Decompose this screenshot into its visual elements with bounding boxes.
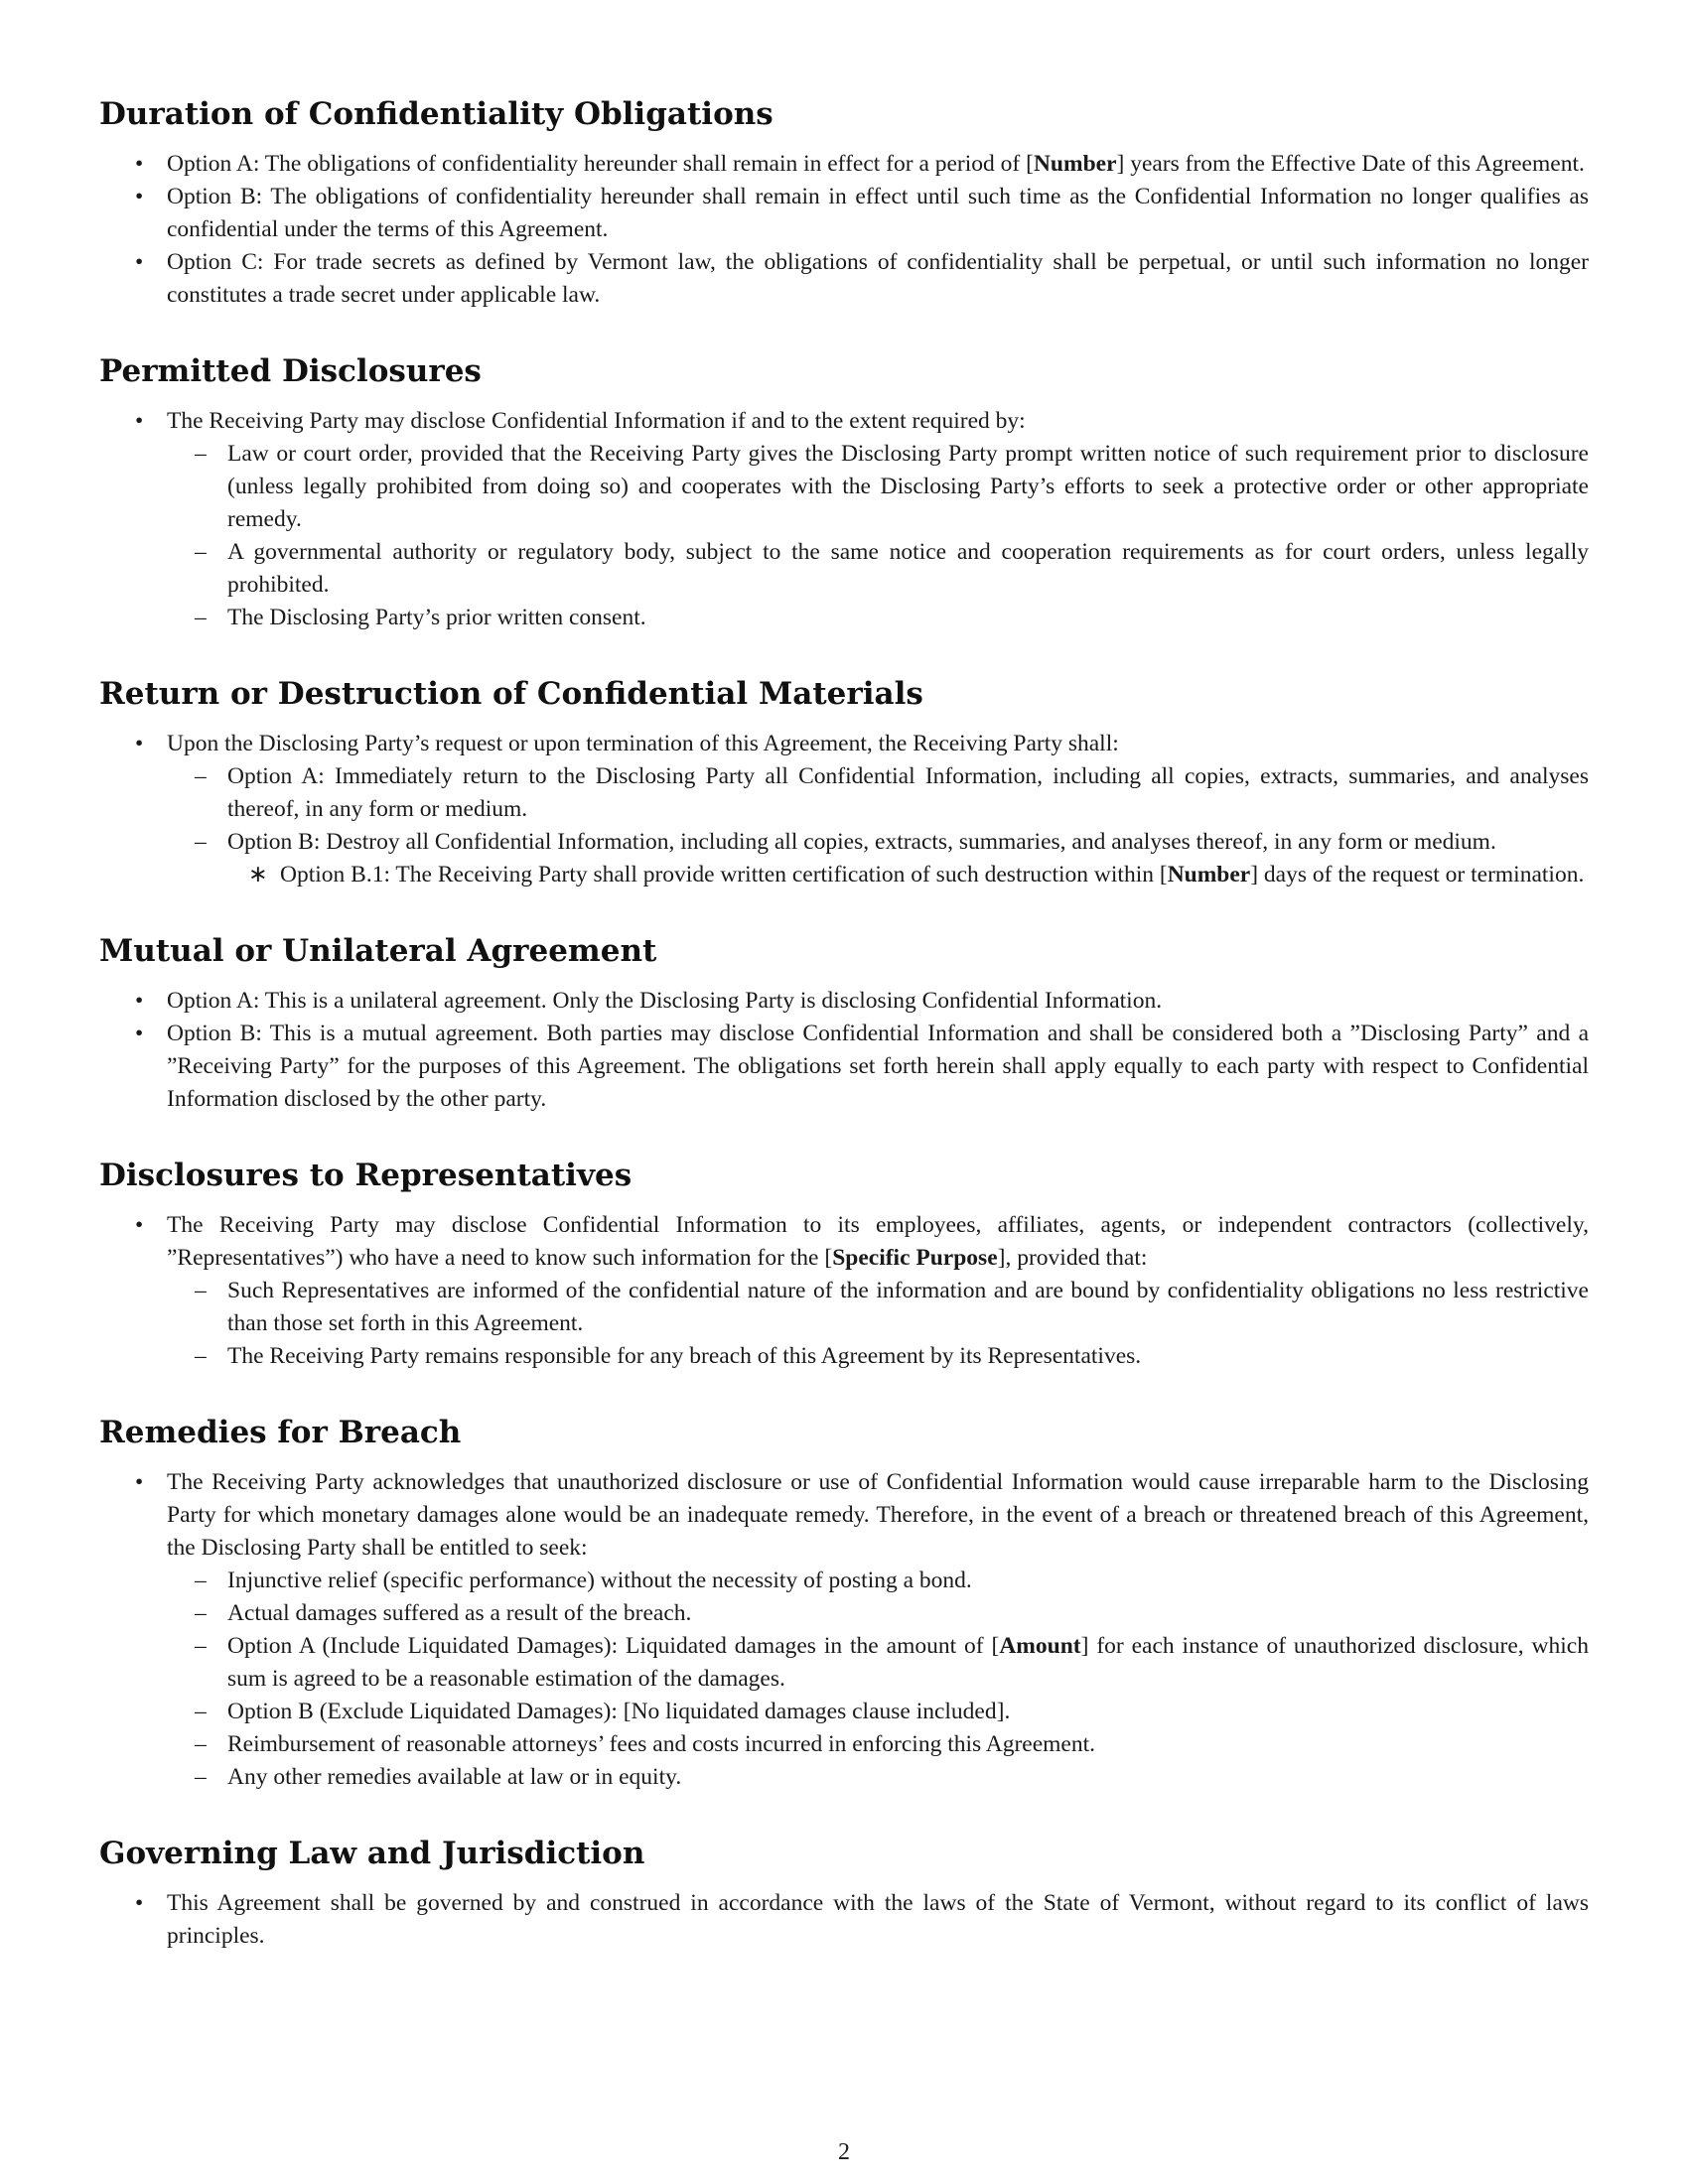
- clause-text: ] days of the request or termination.: [1250, 862, 1585, 887]
- bullet-icon: •: [135, 408, 144, 434]
- section-heading: Duration of Confidentiality Obligations: [99, 96, 774, 132]
- clause-text: ] years from the Effective Date of this Agreement.: [1116, 151, 1585, 177]
- bullet-icon: •: [135, 249, 144, 275]
- list-item: [99, 1275, 1589, 1340]
- clause-text: Upon the Disclosing Party’s request or upon termination of this Agreement, the Receiving Party shall:: [167, 731, 1119, 756]
- section-heading: Remedies for Breach: [99, 1415, 462, 1450]
- list-item: [99, 826, 1589, 859]
- section-heading: Governing Law and Jurisdiction: [99, 1836, 645, 1871]
- dash-bullet-icon: –: [195, 1731, 207, 1757]
- dash-bullet-icon: –: [195, 1278, 207, 1303]
- list-item: [99, 246, 1589, 312]
- list-item: [99, 438, 1589, 536]
- dash-bullet-icon: –: [195, 1343, 207, 1369]
- section-heading: Permitted Disclosures: [99, 353, 482, 389]
- clause-text: Option B.1: The Receiving Party shall provide written certification of such destruction within [: [280, 862, 1168, 887]
- list-item: [99, 1630, 1589, 1696]
- list-item: [99, 1340, 1589, 1373]
- list-item: [99, 1887, 1589, 1953]
- list-item: [99, 181, 1589, 246]
- clause-text: The Receiving Party may disclose Confidential Information if and to the extent required by:: [167, 408, 1026, 434]
- bullet-icon: •: [135, 1469, 144, 1495]
- list-item: [99, 1565, 1589, 1597]
- section-heading: Mutual or Unilateral Agreement: [99, 933, 657, 969]
- list-item: [99, 1466, 1589, 1565]
- list-item: [99, 1209, 1589, 1275]
- clause-text: Law or court order, provided that the Receiving Party gives the Disclosing Party prompt written notice of such requirement prior to disclosure (unless legally prohibited from doing so) and cooperates with the Disclosing Party’s efforts to seek a protective order or other appropriate remedy.: [227, 441, 1589, 532]
- clause-text: This Agreement shall be governed by and construed in accordance with the laws of the State of Vermont, without regard to its conflict of laws principles.: [167, 1890, 1589, 1949]
- clause-text: Option A: The obligations of confidentiality hereunder shall remain in effect for a period of [: [167, 151, 1034, 177]
- dash-bullet-icon: –: [195, 1633, 207, 1659]
- clause-text: The Disclosing Party’s prior written consent.: [227, 605, 646, 630]
- clause-text: Option B: Destroy all Confidential Information, including all copies, extracts, summaries, and analyses thereof, in any form or medium.: [227, 829, 1496, 855]
- dash-bullet-icon: –: [195, 1699, 207, 1724]
- page-number: 2: [838, 2139, 850, 2165]
- clause-text: Option A: Immediately return to the Disclosing Party all Confidential Information, including all copies, extracts, summaries, and analyses thereof, in any form or medium.: [227, 763, 1589, 822]
- clause-list: [99, 728, 1589, 891]
- clause-text: Option C: For trade secrets as defined by Vermont law, the obligations of confidentiality shall be perpetual, or until such information no longer constitutes a trade secret under applicable law.: [167, 249, 1589, 308]
- list-item: [99, 536, 1589, 602]
- bullet-icon: •: [135, 184, 144, 209]
- clause-text: Injunctive relief (specific performance) without the necessity of posting a bond.: [227, 1568, 972, 1593]
- clause-list: [99, 1466, 1589, 1794]
- clause-text: Reimbursement of reasonable attorneys’ fees and costs incurred in enforcing this Agreement.: [227, 1731, 1095, 1757]
- bullet-icon: •: [135, 988, 144, 1014]
- section: [99, 1156, 1589, 1373]
- section: [99, 931, 1589, 1116]
- clause-text: Option A: This is a unilateral agreement. Only the Disclosing Party is disclosing Confidential Information.: [167, 988, 1163, 1014]
- clause-text: Option B: The obligations of confidentiality hereunder shall remain in effect until such time as the Confidential Information no longer qualifies as confidential under the terms of this Agreement.: [167, 184, 1589, 242]
- clause-text: Such Representatives are informed of the confidential nature of the information and are bound by confidentiality obligations no less restrictive than those set forth in this Agreement.: [227, 1278, 1589, 1336]
- list-item: [99, 602, 1589, 634]
- section: [99, 1834, 1589, 1953]
- list-item: [99, 1761, 1589, 1794]
- clause-list: [99, 1887, 1589, 1953]
- bullet-icon: •: [135, 1212, 144, 1238]
- placeholder-field: Specific Purpose: [832, 1245, 998, 1271]
- bullet-icon: •: [135, 1890, 144, 1916]
- section-heading: Disclosures to Representatives: [99, 1158, 633, 1193]
- clause-list: [99, 985, 1589, 1116]
- clause-text: The Receiving Party remains responsible for any breach of this Agreement by its Representatives.: [227, 1343, 1142, 1369]
- dash-bullet-icon: –: [195, 441, 207, 467]
- list-item: [99, 760, 1589, 826]
- placeholder-field: Number: [1167, 862, 1251, 887]
- clause-text: Option B (Exclude Liquidated Damages): [No liquidated damages clause included].: [227, 1699, 1011, 1724]
- list-item: [99, 1728, 1589, 1761]
- placeholder-field: Number: [1033, 151, 1117, 177]
- bullet-icon: •: [135, 731, 144, 756]
- list-item: [99, 405, 1589, 438]
- clause-list: [99, 405, 1589, 634]
- clause-text: Any other remedies available at law or in equity.: [227, 1764, 682, 1790]
- document-page: [99, 94, 1589, 1992]
- asterisk-bullet-icon: ∗: [248, 862, 268, 887]
- section: [99, 351, 1589, 634]
- dash-bullet-icon: –: [195, 763, 207, 789]
- clause-text: A governmental authority or regulatory body, subject to the same notice and cooperation requirements as for court orders, unless legally prohibited.: [227, 539, 1589, 598]
- section: [99, 94, 1589, 312]
- list-item: [99, 1018, 1589, 1116]
- list-item: [99, 728, 1589, 760]
- clause-list: [99, 148, 1589, 312]
- clause-text: Actual damages suffered as a result of the breach.: [227, 1600, 692, 1626]
- section-heading: Return or Destruction of Confidential Materials: [99, 676, 923, 712]
- clause-text: Option A (Include Liquidated Damages): Liquidated damages in the amount of [: [227, 1633, 1000, 1659]
- dash-bullet-icon: –: [195, 1600, 207, 1626]
- list-item: [99, 985, 1589, 1018]
- clause-text: Option B: This is a mutual agreement. Both parties may disclose Confidential Information and shall be considered both a ”Disclosing Party” and a ”Receiving Party” for the purposes of this Agreement. The obligations set forth herein shall apply equally to each party with respect to Confidential Information disclosed by the other party.: [167, 1021, 1589, 1112]
- clause-text: The Receiving Party may disclose Confidential Information to its employees, affiliates, agents, or independent contractors (collectively, ”Representatives”) who have a need to know such information for the [: [167, 1212, 1589, 1271]
- bullet-icon: •: [135, 151, 144, 177]
- list-item: [99, 859, 1589, 891]
- placeholder-field: Amount: [999, 1633, 1081, 1659]
- clause-text: ] for each instance of unauthorized disclosure, which sum is agreed to be a reasonable estimation of the damages.: [227, 1633, 1589, 1692]
- list-item: [99, 1597, 1589, 1630]
- clause-text: ], provided that:: [997, 1245, 1148, 1271]
- section: [99, 1413, 1589, 1794]
- list-item: [99, 1696, 1589, 1728]
- clause-text: The Receiving Party acknowledges that unauthorized disclosure or use of Confidential Information would cause irreparable harm to the Disclosing Party for which monetary damages alone would be an inadequate remedy. Therefore, in the event of a breach or threatened breach of this Agreement, the Disclosing Party shall be entitled to seek:: [167, 1469, 1589, 1561]
- section: [99, 674, 1589, 891]
- bullet-icon: •: [135, 1021, 144, 1046]
- dash-bullet-icon: –: [195, 605, 207, 630]
- list-item: [99, 148, 1589, 181]
- dash-bullet-icon: –: [195, 1568, 207, 1593]
- dash-bullet-icon: –: [195, 1764, 207, 1790]
- dash-bullet-icon: –: [195, 539, 207, 565]
- clause-list: [99, 1209, 1589, 1373]
- dash-bullet-icon: –: [195, 829, 207, 855]
